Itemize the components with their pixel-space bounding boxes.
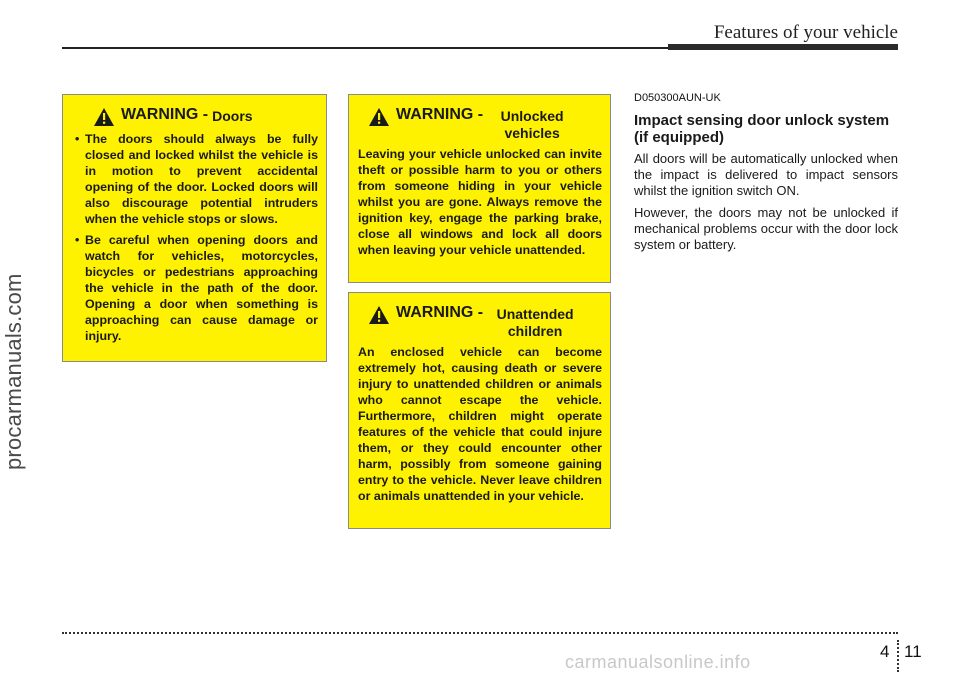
warning-bullet: • The doors should always be fully closed and locked whilst the vehicle is in motion to prevent accidental opening of the door. Locked doors will also discourage potential intruders when the vehicle stops or slows.	[75, 132, 318, 226]
warning-triangle-icon	[93, 107, 115, 127]
warning-text: An enclosed vehicle can become extremely hot, causing death or severe injury to unattended children or animals who cannot escape the vehicle. Furthermore, children might operate features of the vehicle that could injure them, or they could encounter other harm, possibly from someone gaining entry to the vehicle. Never leave children or animals unattended in your vehicle.	[358, 345, 602, 503]
warning-label: WARNING -	[396, 304, 484, 321]
warning-bullet: • Be careful when opening doors and watch for vehicles, motorcycles, bicycles or pedestrians approaching the vehicle in the path of the door. Opening a door when something is approaching can cause damage or injury.	[75, 233, 318, 343]
footer-rule	[62, 632, 898, 634]
warning-bullet-text: The doors should always be fully closed and locked whilst the vehicle is in motion to prevent accidental opening of the door. Locked doors will also discourage potential intruders when the vehicle stops or slows.	[85, 132, 318, 226]
warning-label: WARNING -	[121, 106, 209, 123]
section-code: D050300AUN-UK	[634, 92, 721, 104]
page-header-title: Features of your vehicle	[713, 22, 898, 43]
warning-bullet-text: Be careful when opening doors and watch for vehicles, motorcycles, bicycles or pedestrians approaching the vehicle in the path of the door. Opening a door when something is approaching can cause damage or injury.	[85, 233, 318, 343]
header-tab	[668, 44, 898, 50]
footer-divider	[897, 640, 899, 672]
section-title: Impact sensing door unlock system (if equipped)	[634, 112, 890, 146]
warning-text: Leaving your vehicle unlocked can invite theft or possible harm to you or others from someone hiding in your vehicle whilst you are gone. Always remove the ignition key, engage the parking brake, close all windows and lock all doors when leaving your vehicle unattended.	[358, 147, 602, 257]
section-paragraph: All doors will be automatically unlocked when the impact is delivered to impact sensors whilst the ignition switch ON.	[634, 151, 898, 198]
bottom-watermark: carmanualsonline.info	[565, 652, 751, 672]
section-impact-unlock	[634, 92, 898, 259]
warning-box-doors	[62, 94, 327, 362]
warning-label: WARNING -	[396, 106, 484, 123]
warning-subject: Unlocked vehicles	[500, 108, 564, 141]
chapter-number: 4	[880, 642, 890, 661]
page-number: 11	[904, 642, 922, 661]
warning-box-unlocked	[348, 94, 611, 283]
side-watermark: procarmanuals.com	[1, 273, 26, 470]
warning-triangle-icon	[368, 305, 390, 325]
warning-triangle-icon	[368, 107, 390, 127]
section-paragraph: However, the doors may not be unlocked if mechanical problems occur with the door lock system or battery.	[634, 205, 898, 252]
warning-box-children	[348, 292, 611, 529]
warning-subject: Unattended children	[496, 306, 574, 339]
warning-subject: Doors	[212, 108, 253, 124]
